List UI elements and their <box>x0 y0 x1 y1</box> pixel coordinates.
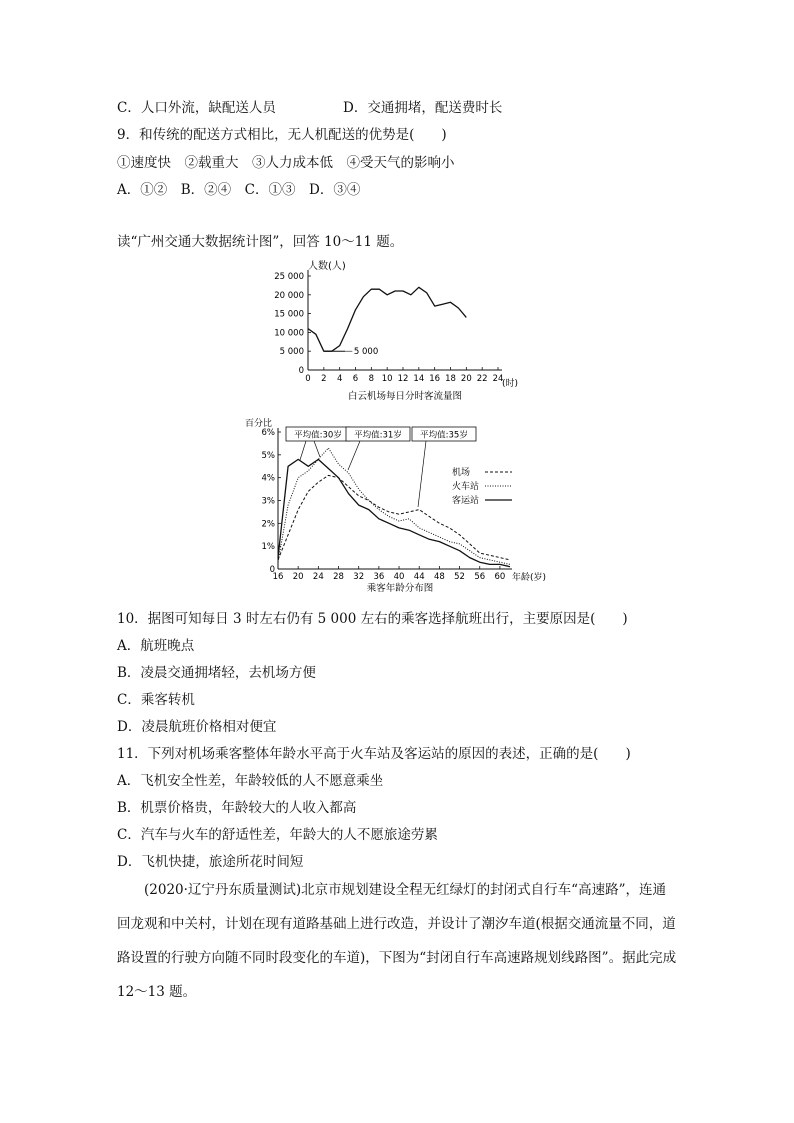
x-tick-label: 52 <box>454 572 465 582</box>
question-8-option-c: C．人口外流，缺配送人员 <box>117 100 276 116</box>
question-10-option-b: B．凌晨交通拥堵轻，去机场方便 <box>117 665 316 681</box>
legend-bus-station: 客运站 <box>452 496 480 506</box>
question-10-stem: 10．据图可知每日 3 时左右仍有 5 000 左右的乘客选择航班出行，主要原因是( ) <box>117 611 628 627</box>
x-tick-label: 10 <box>381 374 393 384</box>
question-9-stem: 9．和传统的配送方式相比，无人机配送的优势是( ) <box>117 127 447 143</box>
x-tick-label: 16 <box>272 572 284 582</box>
question-11-option-d: D．飞机快捷，旅途所花时间短 <box>117 854 304 870</box>
x-axis-unit: (时) <box>502 379 519 389</box>
x-tick-label: 8 <box>368 374 375 384</box>
question-9-options: A．①② B．②④ C．①③ D．③④ <box>117 182 361 198</box>
flow-series-line <box>308 287 466 351</box>
x-axis-label: 年龄(岁) <box>512 573 547 583</box>
x-tick-label: 2 <box>321 374 327 384</box>
x-tick-label: 4 <box>336 374 343 384</box>
question-11-option-b: B．机票价格贵，年龄较大的人收入都高 <box>117 800 357 816</box>
x-tick-label: 28 <box>333 572 344 582</box>
question-9-items: ①速度快 ②载重大 ③人力成本低 ④受天气的影响小 <box>117 155 455 171</box>
age-distribution-chart <box>240 412 560 592</box>
question-10-option-a: A．航班晚点 <box>117 638 195 654</box>
x-tick-label: 20 <box>460 374 472 384</box>
chart-title: 白云机场每日分时客流量图 <box>347 391 463 402</box>
x-tick-label: 60 <box>494 572 506 582</box>
y-tick-label: 0 <box>298 366 304 376</box>
y-tick-label: 6% <box>261 428 275 438</box>
legend-railway: 火车站 <box>452 482 480 492</box>
x-tick-label: 24 <box>492 374 504 384</box>
x-tick-label: 40 <box>393 572 405 582</box>
x-tick-label: 36 <box>373 572 385 582</box>
x-tick-label: 14 <box>413 374 425 384</box>
hourly-flow-chart <box>250 254 540 404</box>
y-axis-label: 百分比 <box>245 419 273 429</box>
y-axis-label: 人数(人) <box>308 261 346 272</box>
legend-airport: 机场 <box>452 468 471 478</box>
y-tick-label: 3% <box>261 496 275 507</box>
y-tick-label: 5% <box>261 450 275 461</box>
age-series-railway <box>278 448 510 564</box>
x-tick-label: 18 <box>445 374 456 384</box>
legend <box>452 466 512 506</box>
question-10-option-c: C．乘客转机 <box>117 692 195 708</box>
x-tick-label: 56 <box>474 572 486 582</box>
question-11-option-a: A．飞机安全性差，年龄较低的人不愿意乘坐 <box>117 773 384 789</box>
x-tick-label: 6 <box>352 374 359 384</box>
y-tick-label: 1% <box>261 542 275 553</box>
y-tick-label: 20 000 <box>274 290 304 301</box>
y-tick-label: 4% <box>261 473 275 484</box>
x-tick-label: 16 <box>429 374 441 384</box>
y-tick-label: 2% <box>261 519 275 530</box>
x-tick-label: 44 <box>413 572 425 582</box>
x-tick-label: 22 <box>476 374 488 384</box>
x-tick-label: 24 <box>312 572 324 582</box>
x-tick-label: 32 <box>353 572 365 582</box>
question-8-option-d: D．交通拥堵，配送费时长 <box>343 100 503 116</box>
annotation-mean-31: 平均值:31岁 <box>354 430 402 441</box>
chart-intro: 读“广州交通大数据统计图”，回答 10～11 题。 <box>117 234 404 250</box>
annotation-5000: 5 000 <box>353 347 379 358</box>
x-tick-label: 20 <box>292 572 304 582</box>
question-10-option-d: D．凌晨航班价格相对便宜 <box>117 719 277 735</box>
y-tick-label: 25 000 <box>274 272 304 282</box>
question-11-stem: 11．下列对机场乘客整体年龄水平高于火车站及客运站的原因的表述，正确的是( ) <box>117 746 631 762</box>
y-tick-label: 10 000 <box>274 328 304 339</box>
annotation-mean-30: 平均值:30岁 <box>294 430 342 441</box>
chart-title: 乘客年龄分布图 <box>366 583 434 592</box>
x-tick-label: 12 <box>397 374 409 384</box>
annotation-mean-35: 平均值:35岁 <box>420 430 468 441</box>
y-tick-label: 0 <box>269 565 275 575</box>
y-tick-label: 5 000 <box>279 347 304 358</box>
question-11-option-c: C．汽车与火车的舒适性差，年龄大的人不愿旅途劳累 <box>117 827 438 843</box>
y-tick-label: 15 000 <box>274 309 304 320</box>
passage-12-13: (2020·辽宁丹东质量测试)北京市规划建设全程无红绿灯的封闭式自行车“高速路”，连通回龙观和中关村，计划在现有道路基础上进行改造，并设计了潮汐车道(根据交通流量不同，道路设置的行驶方向随不同时段变化的车道)，下图为“封闭自行车高速路规划线路图”。据此完成 12～13 题。 <box>117 882 677 1000</box>
x-tick-label: 0 <box>305 374 311 384</box>
x-tick-label: 48 <box>433 572 445 582</box>
